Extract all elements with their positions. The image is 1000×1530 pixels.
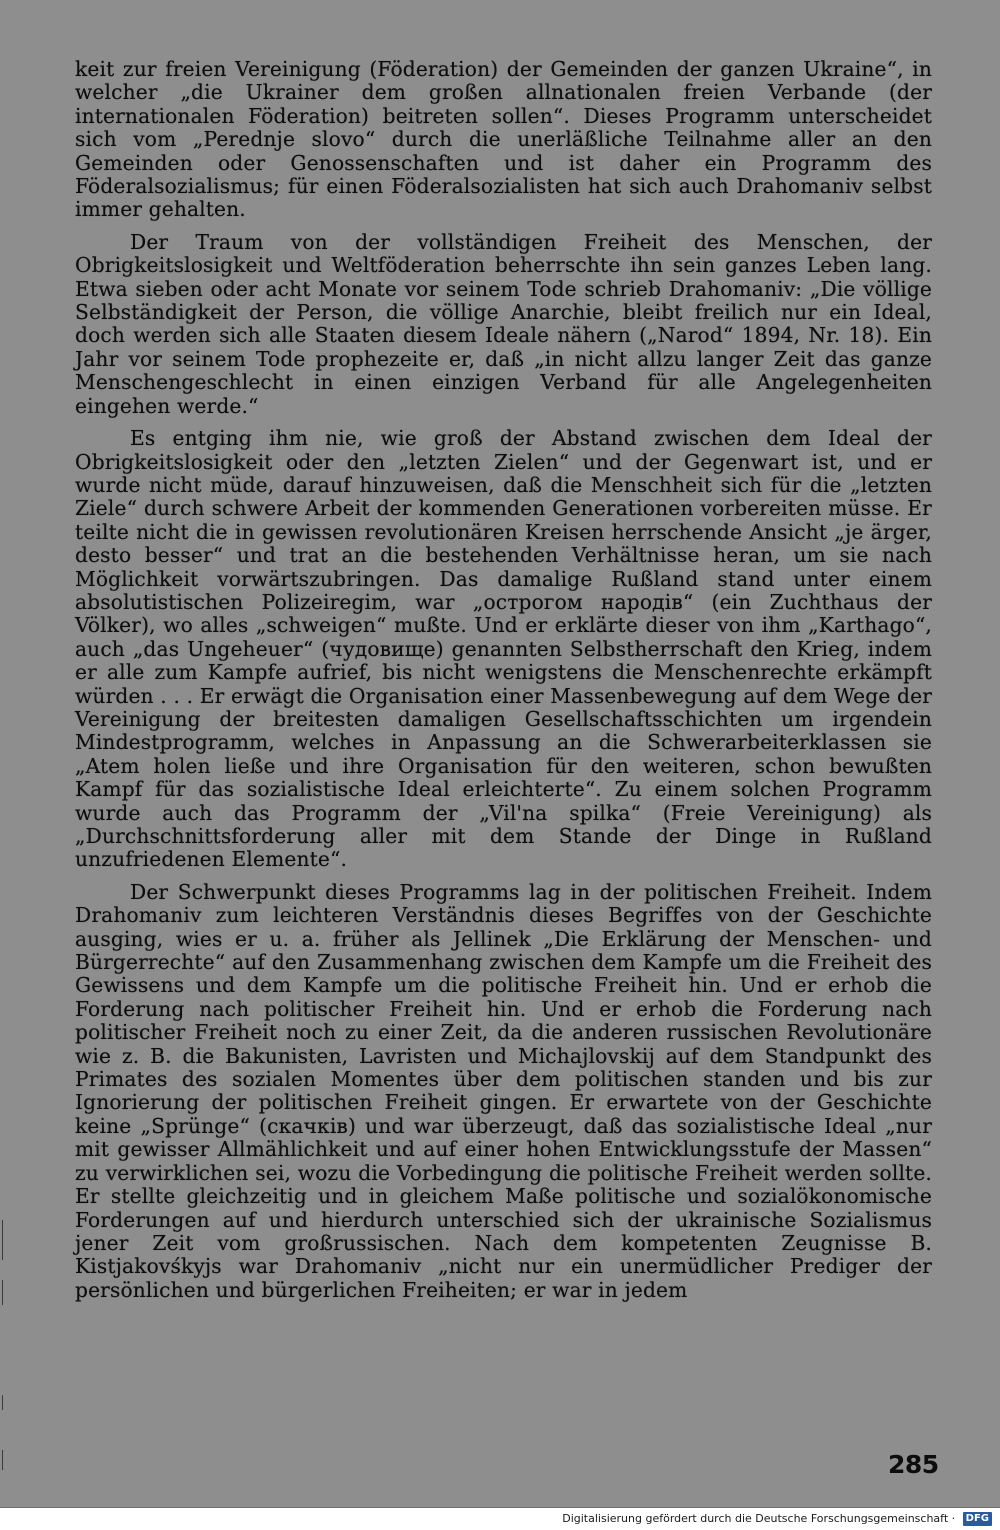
page-number: 285	[888, 1450, 939, 1479]
margin-scan-marks	[2, 1220, 6, 1480]
dfg-logo: DFG	[963, 1512, 992, 1526]
paragraph-3: Es entging ihm nie, wie groß der Abstand zwischen dem Ideal der Obrigkeitslosigkeit oder den „letzten Zielen“ und der Gegenwart ist, und er wurde nicht müde, darauf hinzuweisen, daß die Menschheit sich für die „letzten Ziele“ durch schwere Arbeit der kommenden Generationen vorbereiten müsse. Er teilte nicht die in gewissen revolutionären Kreisen herrschende Ansicht „je ärger, desto besser“ und trat an die bestehenden Verhältnisse heran, um sie nach Möglichkeit vorwärtszubringen. Das damalige Rußland stand unter einem absolutistischen Polizeiregim, war „острогом народів“ (ein Zuchthaus der Völker), wo alles „schweigen“ mußte. Und er erklärte dieser von ihm „Karthago“, auch „das Ungeheuer“ (чудовище) genannten Selbstherrschaft den Krieg, indem er alle zum Kampfe aufrief, bis nicht wenigstens die Menschenrechte erkämpft würden . . . Er erwägt die Organisation einer Massenbewegung auf dem Wege der Vereinigung der breitesten damaligen Gesellschaftsschichten um irgendein Mindestprogramm, welches in Anpassung an die Schwerarbeiterklassen sie „Atem holen ließe und ihre Organisation für den weiteren, schon bewußten Kampf für das sozialistische Ideal erleichterte“. Zu einem solchen Programm wurde auch das Programm der „Vil'na spilka“ (Freie Vereinigung) als „Durchschnittsforderung aller mit dem Stande der Dinge in Rußland unzufriedenen Elemente“.	[75, 426, 932, 872]
footer-text: Digitalisierung gefördert durch die Deutsche Forschungsgemeinschaft ·	[562, 1512, 956, 1525]
paragraph-1: keit zur freien Vereinigung (Föderation) der Gemeinden der ganzen Ukraine“, in welcher „die Ukrainer dem großen allnationalen freien Verbande (der internationalen Föderation) beitreten sollen“. Dieses Programm unterscheidet sich vom „Perednje slovo“ durch die unerläßliche Teilnahme aller an den Gemeinden oder Genossenschaften und ist daher ein Programm des Föderalsozialismus; für einen Föderalsozialisten hat sich auch Drahomaniv selbst immer gehalten.	[75, 57, 932, 222]
digitization-footer	[0, 1507, 1000, 1530]
paragraph-4: Der Schwerpunkt dieses Programms lag in der politischen Freiheit. Indem Drahomaniv zum leichteren Verständnis dieses Begriffes von der Geschichte ausging, wies er u. a. früher als Jellinek „Die Erklärung der Menschen- und Bürgerrechte“ auf den Zusammenhang zwischen dem Kampfe um die Freiheit des Gewissens und dem Kampfe um die politische Freiheit hin. Und er erhob die Forderung nach politischer Freiheit hin. Und er erhob die Forderung nach politischer Freiheit noch zu einer Zeit, da die anderen russischen Revolutionäre wie z. B. die Bakunisten, Lavristen und Michajlovskij auf dem Standpunkt des Primates des sozialen Momentes über dem politischen standen und bis zur Ignorierung der politischen Freiheit gingen. Er erwartete von der Geschichte keine „Sprünge“ (скачків) und war überzeugt, daß das sozialistische Ideal „nur mit gewisser Allmählichkeit und auf einer hohen Entwicklungsstufe der Massen“ zu verwirklichen sei, wozu die Vorbedingung die politische Freiheit werden sollte. Er stellte gleichzeitig und in gleichem Maße politische und sozialökonomische Forderungen auf und hierdurch unterschied sich der ukrainische Sozialismus jener Zeit vom großrussischen. Nach dem kompetenten Zeugnisse B. Kistjakovśkyjs war Drahomaniv „nicht nur ein unermüdlicher Prediger der persönlichen und bürgerlichen Freiheiten; er war in jedem	[75, 879, 932, 1302]
paragraph-2: Der Traum von der vollständigen Freiheit des Menschen, der Obrigkeitslosigkeit und Weltföderation beherrschte ihn sein ganzes Leben lang. Etwa sieben oder acht Monate vor seinem Tode schrieb Drahomaniv: „Die völlige Selbständigkeit der Person, die völlige Anarchie, bleibt freilich nur ein Ideal, doch werden sich alle Staaten diesem Ideale nähern („Narod“ 1894, Nr. 18). Ein Jahr vor seinem Tode prophezeite er, daß „in nicht allzu langer Zeit das ganze Menschengeschlecht in einen einzigen Verband für alle Angelegenheiten eingehen werde.“	[75, 229, 932, 418]
page-body	[75, 58, 932, 1302]
